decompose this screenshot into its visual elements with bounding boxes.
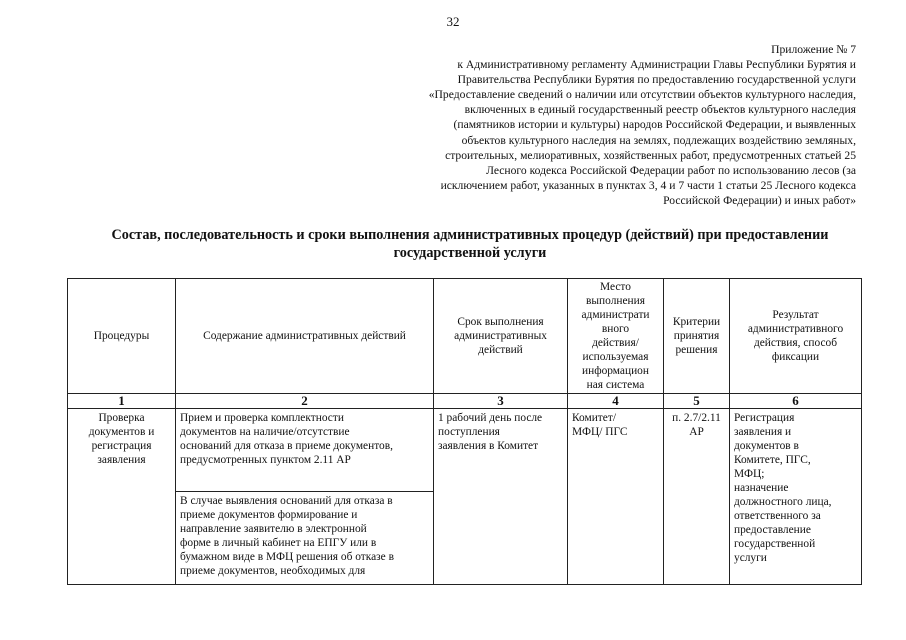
appendix-line: «Предоставление сведений о наличии или отсутствии объектов культурного наследия,: [428, 88, 856, 102]
appendix-line: (памятников истории и культуры) народов Российской Федерации, и выявленных: [453, 118, 856, 132]
appendix-line: включенных в единый государственный реестр объектов культурного наследия: [464, 103, 856, 117]
appendix-line: объектов культурного наследия на землях, подлежащих воздействию земляных,: [461, 133, 856, 147]
term-cell: 1 рабочий день после поступления заявления в Комитет: [434, 409, 568, 585]
procedures-table: [67, 278, 862, 585]
column-number: 6: [730, 394, 862, 409]
appendix-line: строительных, мелиоративных, хозяйственных работ, предусмотренных статьей 25: [445, 148, 856, 162]
appendix-line: Приложение № 7: [771, 43, 856, 56]
content-cell-intake: Прием и проверка комплектности документов на наличие/отсутствие оснований для отказа в приеме документов, предусмотренных пунктом 2.11 АР: [176, 409, 434, 492]
column-number: 2: [176, 394, 434, 409]
procedure-cell: Проверка документов и регистрация заявления: [68, 409, 176, 585]
header-criteria: Критерии принятия решения: [664, 279, 730, 394]
page-number: 32: [446, 14, 460, 29]
header-result: Результат административного действия, способ фиксации: [730, 279, 862, 394]
table-row: [68, 409, 862, 492]
criteria-cell: п. 2.7/2.11 АР: [664, 409, 730, 585]
header-procedures: Процедуры: [68, 279, 176, 394]
result-cell: Регистрация заявления и документов в Комитете, ПГС, МФЦ; назначение должностного лица, ответственного за предоставление государственной услуги: [730, 409, 862, 585]
column-number: 3: [434, 394, 568, 409]
title-line-2: государственной услуги: [393, 245, 547, 261]
appendix-line: исключением работ, указанных в пунктах 3, 4 и 7 части 1 статьи 25 Лесного кодекса: [440, 178, 856, 192]
place-cell: Комитет/ МФЦ/ ПГС: [568, 409, 664, 585]
column-number-row: [68, 394, 862, 409]
document-title: [60, 226, 880, 262]
appendix-note: [336, 42, 856, 208]
appendix-line: к Административному регламенту Администрации Главы Республики Бурятия и: [457, 58, 856, 72]
column-number: 4: [568, 394, 664, 409]
column-number: 1: [68, 394, 176, 409]
appendix-line: Лесного кодекса Российской Федерации работ по использованию лесов (за: [486, 163, 856, 177]
header-content: Содержание административных действий: [176, 279, 434, 394]
table-header-row: [68, 279, 862, 394]
header-place: Место выполнения администрати вного действия/ используемая информацион ная система: [568, 279, 664, 394]
content-cell-refusal: В случае выявления оснований для отказа в приеме документов формирование и направление заявителю в электронной форме в личный кабинет на ЕПГУ или в бумажном виде в МФЦ решения об отказе в приеме документов, необходимых для: [176, 492, 434, 585]
appendix-line: Российской Федерации) и иных работ»: [663, 193, 856, 207]
column-number: 5: [664, 394, 730, 409]
appendix-line: Правительства Республики Бурятия по предоставлению государственной услуги: [457, 73, 856, 87]
title-line-1: Состав, последовательность и сроки выполнения административных процедур (действий) при предоставлении: [111, 227, 829, 243]
header-term: Срок выполнения административных действий: [434, 279, 568, 394]
